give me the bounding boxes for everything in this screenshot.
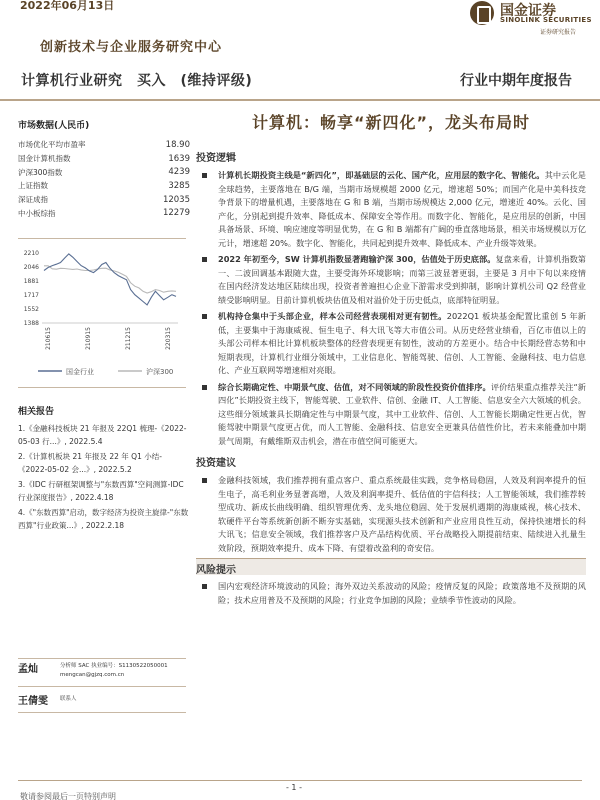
paragraph: 2022 年初至今，SW 计算机指数显著跑输沪深 300，估值处于历史底部。复盘来看，计算机指数第一、二波回调基本跟随大盘，主要受海外环境影响；而第三波显著更弱，主要是 3 月中下旬以来疫情在国内经济发达地区陆续出现，投资者普遍担心企业下游需求受到抑制，影响计算机公司 Q2 经营业绩受影响明显。目前计算机板块估值及相对溢价处于历史低点，底部特征明显。	[196, 253, 586, 307]
related-item[interactable]: 2.《计算机板块 21 年报及 22 年 Q1 小结-《2022-05-02 会...》, 2022.5.2	[18, 452, 162, 474]
divider	[18, 387, 186, 388]
analyst-name: 王倩雯	[18, 696, 48, 707]
x-tick-label: 211215	[125, 327, 132, 350]
footer-divider	[18, 780, 582, 781]
y-tick-label: 1717	[23, 291, 39, 299]
page-number: - 1 -	[286, 783, 302, 792]
rating-left: 计算机行业研究 买入 (维持评级)	[21, 73, 253, 89]
analyst-name: 孟灿	[18, 664, 38, 675]
related-item[interactable]: 1.《金融科技板块 21 年报及 22Q1 梳理-《2022-05-03 行...》, 2022.5.4	[18, 424, 187, 446]
market-row: 中小板综指 12279	[18, 208, 190, 219]
disclaimer-note: 敬请参阅最后一页特别声明	[20, 792, 116, 800]
related-item[interactable]: 3.《IDC 行研框架调整与"东数西算"空间测算-IDC 行业深度报告》, 2022.4.18	[18, 480, 184, 502]
market-data-title: 市场数据(人民币)	[18, 121, 90, 131]
y-tick-label: 2046	[23, 263, 39, 271]
report-type: 行业中期年度报告	[460, 73, 572, 89]
bullet-icon	[202, 478, 207, 483]
chart-legend	[18, 365, 186, 379]
x-tick-label: 210915	[85, 327, 92, 350]
bullet-icon	[202, 257, 207, 262]
rating-bar	[0, 66, 600, 92]
y-tick-label: 1552	[23, 306, 39, 314]
index-chart	[18, 245, 186, 385]
logo	[470, 0, 595, 40]
related-reports	[18, 404, 190, 535]
market-row: 国金计算机指数 1639	[18, 153, 190, 164]
logo-sub: 证券研究报告	[540, 29, 577, 36]
section-heading-logic: 投资逻辑	[196, 153, 236, 164]
sidebar	[18, 118, 190, 220]
bullet-icon	[202, 385, 207, 390]
bullet-icon	[202, 314, 207, 319]
analyst-info: 联系人	[60, 696, 77, 702]
bullet-icon	[202, 584, 207, 589]
divider	[18, 712, 186, 713]
market-row: 深证成指 12035	[18, 194, 190, 205]
logo-en: SINOLINK SECURITIES	[500, 16, 592, 24]
paragraph: 国内宏观经济环境波动的风险；海外双边关系波动的风险；疫情反复的风险；政策落地不及预期的风险；技术应用普及不及预期的风险；行业竞争加剧的风险；业绩季节性波动的风险。	[196, 580, 586, 607]
market-row: 市场优化平均市盈率 18.90	[18, 139, 190, 150]
y-tick-label: 1388	[23, 320, 39, 327]
report-date: 2022年06月13日	[20, 0, 115, 12]
divider	[18, 686, 186, 687]
divider	[18, 658, 186, 659]
divider	[18, 238, 186, 239]
x-tick-label: 220315	[165, 327, 172, 350]
logo-cn: 国金证券	[500, 3, 556, 19]
y-tick-label: 2210	[23, 250, 39, 257]
series-line-国金行业	[44, 254, 176, 305]
legend-label-a: 国金行业	[66, 368, 94, 376]
related-item[interactable]: 4.《"东数西算"启动，数字经济为投资主旋律-"东数西算"行业政策...》, 2022.2.18	[18, 508, 189, 530]
series-line-沪深300	[44, 266, 176, 293]
bullet-icon	[202, 173, 207, 178]
paragraph: 综合长期确定性、中期景气度、估值，对不同领域的阶段性投资价值排序。评价结果重点推荐关注“新四化”长期投资主线下，智能驾驶、工业软件、信创、金融 IT、人工智能、信息安全六大领域的机会。这些细分领域兼具长期确定性与中期景气度，其中工业软件、信创、人工智能长期确定性更占优，智能驾驶中期景气度更占优，而人工智能、金融科技、信息安全更兼具估值性价比，若未来能叠加中期景气周期，有戴维斯双击机会，潜在市值空间可能更大。	[196, 381, 586, 449]
risk-section	[196, 558, 586, 607]
analyst-info: 分析师 SAC 执业编号：S1130522050001 mengcan@gjzq.com.cn	[60, 663, 168, 678]
paragraph: 机构持仓集中于头部企业，样本公司经营表现相对更有韧性。2022Q1 板块基金配置比重创 5 年新低，主要集中于海康威视、恒生电子、科大讯飞等大市值公司。从历史经营业绩看，百亿市值以上的头部公司样本相比计算机板块整体的经营表现更有韧性，波动的方差更小。结合中长期经营态势和中短期表现，计算机行业细分领域中，工业信息化、智能驾驶、信创、人工智能、金融科技、电力信息化、产业互联网等增速相对亮眼。	[196, 310, 586, 378]
related-title: 相关报告	[18, 407, 55, 417]
market-row: 上证指数 3285	[18, 180, 190, 191]
paragraph: 金融科技领域，我们推荐拥有重点客户、重点系统最佳实践，竞争格局稳固，人效及利润率提升的恒生电子，高毛利业务显著高增，人效及利润率提升、低估值的宇信科技；人工智能领域，我们推荐转型成功、新成长曲线明确、组织管理优秀、龙头地位稳固、处于发展机遇期的海康威视，核心技术、软硬件平台等系统新创新不断夯实基础，实现源头技术创新和产业应用良性互动，保持快速增长的科大讯飞；信息安全领域，我们推荐客户及产品结构优质、平台战略投入期提前结束、陆续进入扎量生效阶段，预期效率提升、成本下降、有望着改盈利的奇安信。	[196, 474, 586, 555]
research-center: 创新技术与企业服务研究中心	[40, 40, 223, 55]
section-heading-risk: 风险提示	[196, 559, 586, 575]
paragraph: 计算机长期投资主线是“新四化”，即基础层的云化、国产化，应用层的数字化、智能化。其中云化是全球趋势，主要落地在 B/G 端，当期市场规模超 2000 亿元，增速超 50%；而国产化是中美科技竞争背景下的增量机遇，主要落地在 G 和 B 端，当期市场规模达 2,000 亿元，增速近 40%。云化、国产化，分别起到提升效率、降低成本、保障安全等作用。而数字化、智能化，是应用层的创新，中国具备场景、环境、响应速度等明显优势，在 G 和 B 端都有广阔的垂直落地场景，相关市场规模以万亿元计，增速超 20%。数字化、智能化，共同起到提升效率、降低成本、产业升级等效果。	[196, 169, 586, 250]
logo-icon	[470, 1, 494, 25]
main-content	[196, 110, 586, 610]
legend-label-b: 沪深300	[146, 368, 174, 376]
market-row: 沪深300指数 4239	[18, 167, 190, 178]
section-heading-advice: 投资建议	[196, 458, 236, 469]
y-tick-label: 1881	[23, 278, 39, 286]
report-title: 计算机：畅享“新四化”，龙头布局时	[251, 113, 531, 132]
x-tick-label: 210615	[45, 327, 52, 350]
header-divider	[0, 99, 600, 101]
line-chart	[18, 245, 186, 363]
